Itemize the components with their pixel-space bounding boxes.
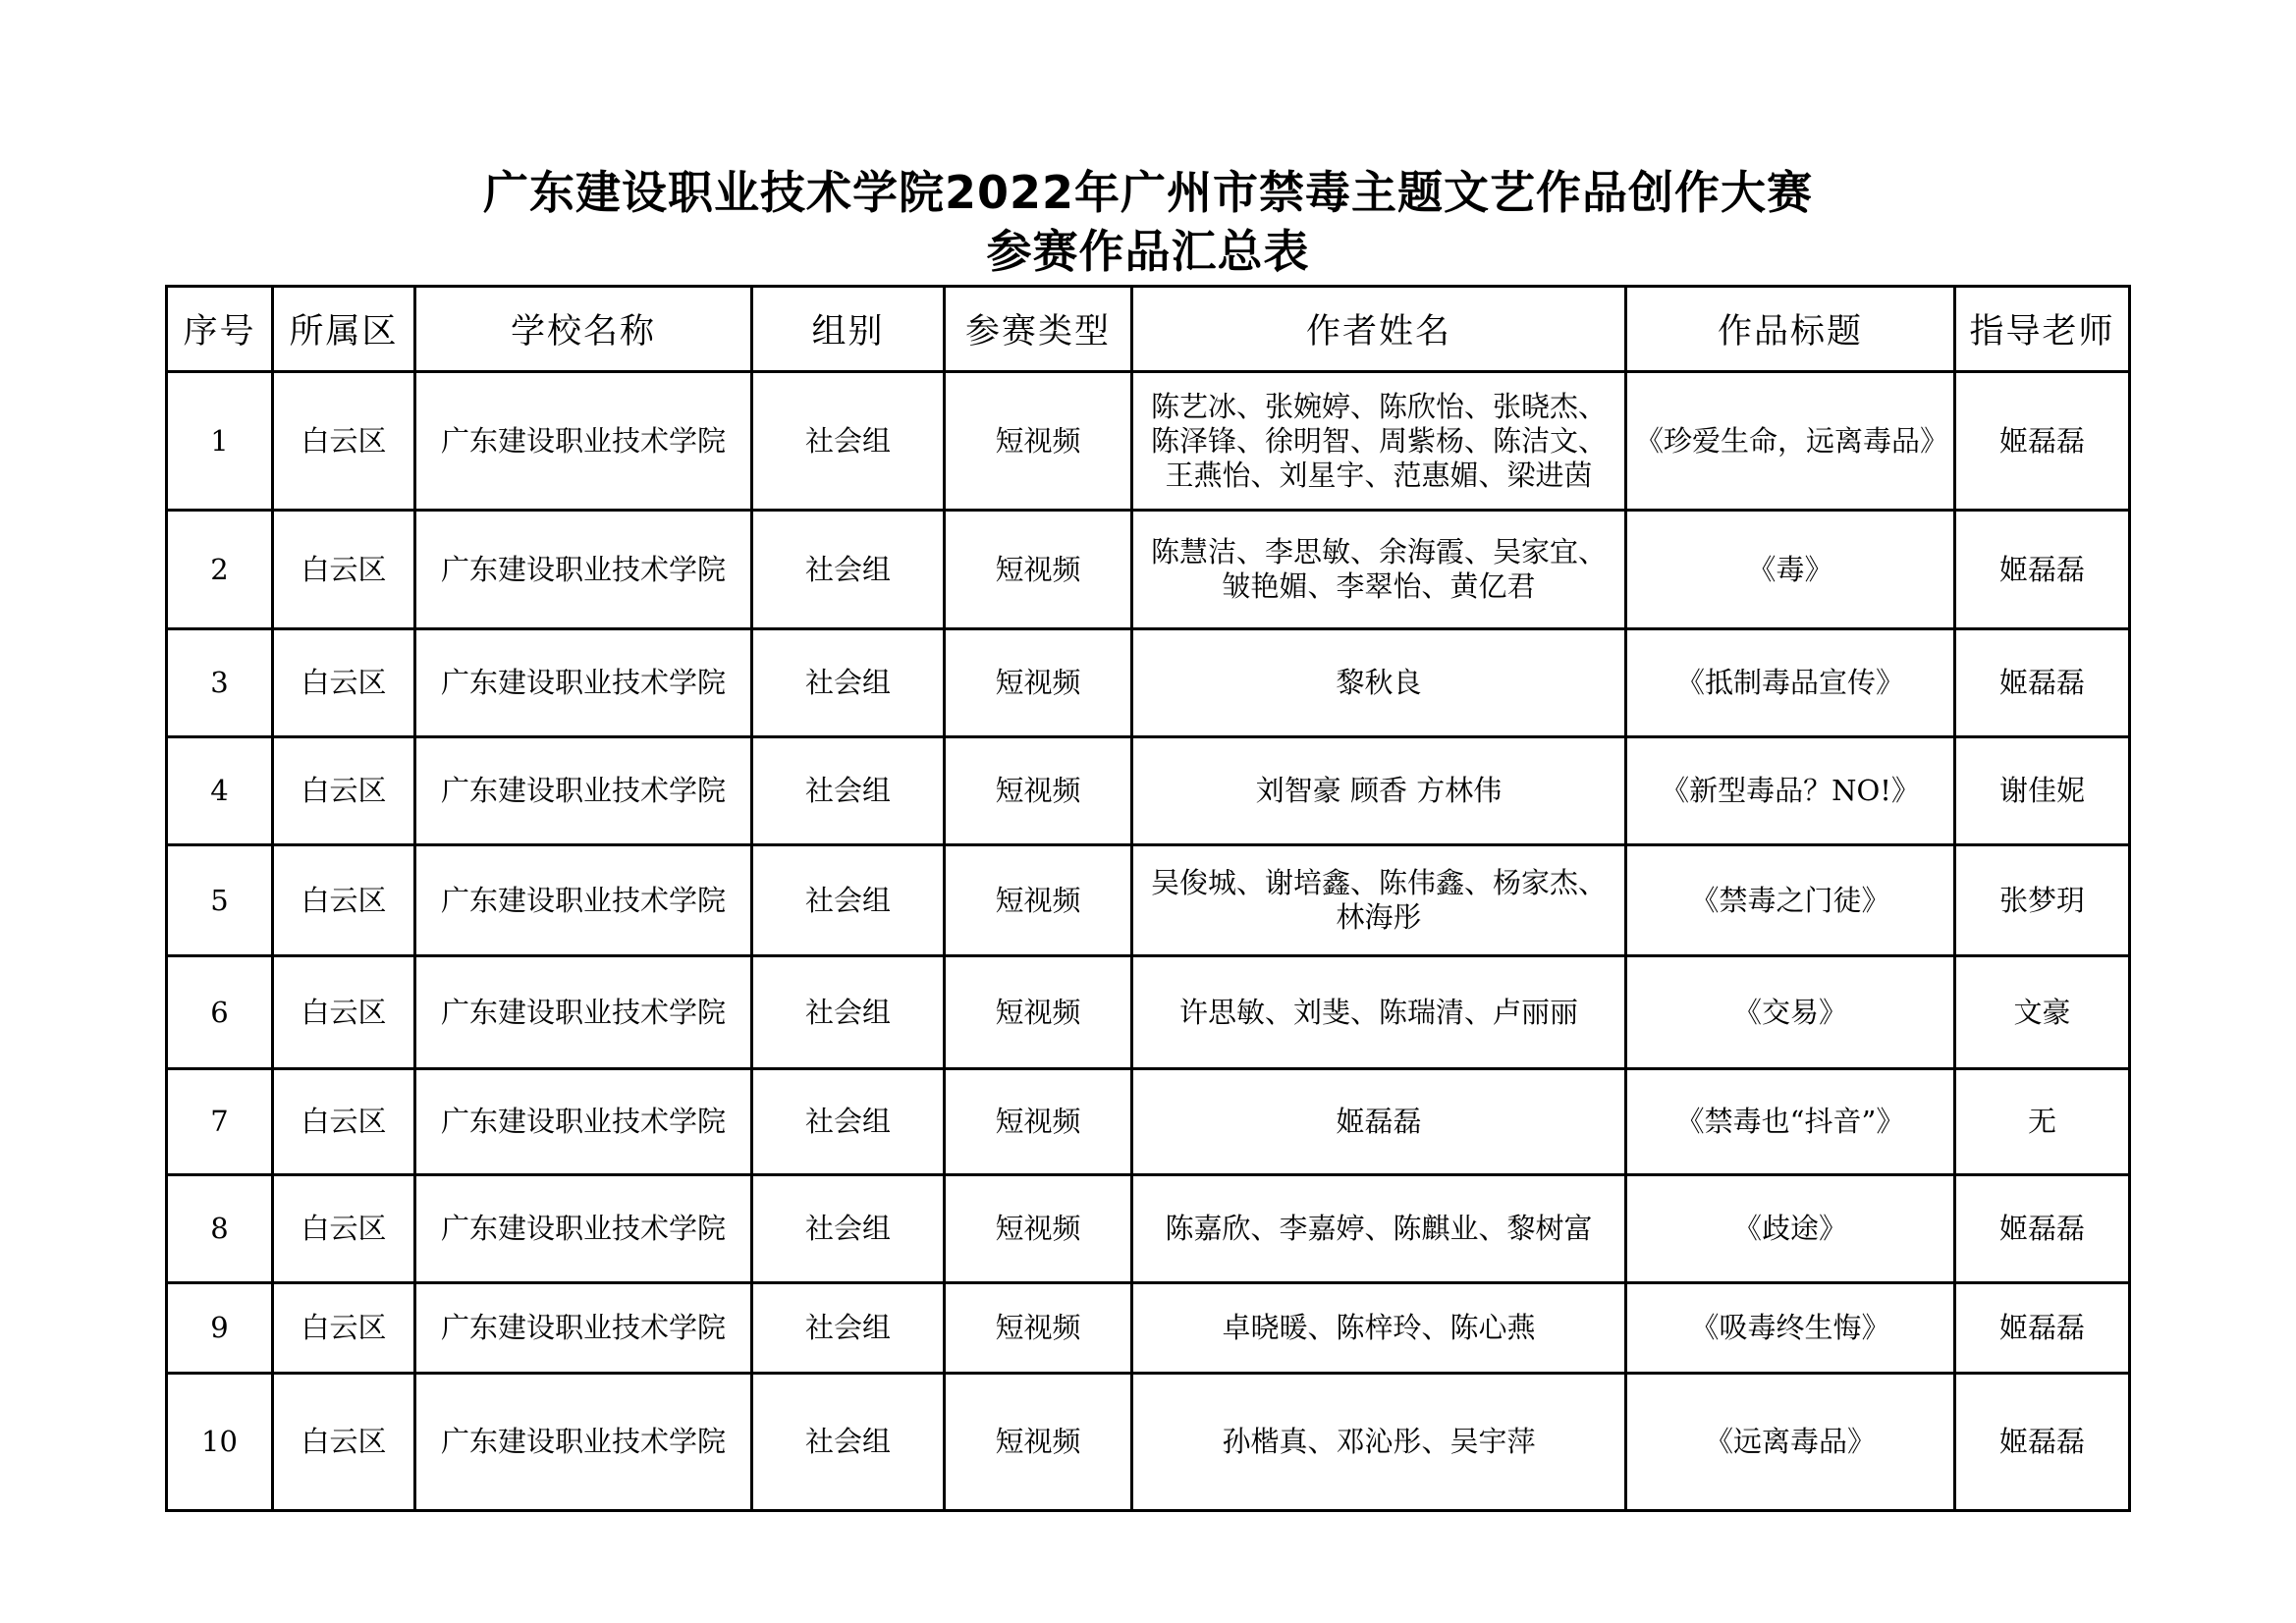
cell-work: 《禁毒也“抖音”》 (1626, 1069, 1955, 1175)
header-authors: 作者姓名 (1132, 287, 1626, 372)
cell-group: 社会组 (752, 1283, 945, 1374)
cell-district: 白云区 (273, 956, 415, 1069)
cell-school: 广东建设职业技术学院 (415, 372, 752, 511)
cell-no: 9 (167, 1283, 273, 1374)
table-row (167, 1175, 2130, 1283)
authors-text: 许思敏、刘斐、陈瑞清、卢丽丽 (1178, 995, 1578, 1029)
header-school: 学校名称 (415, 287, 752, 372)
header-district: 所属区 (273, 287, 415, 372)
cell-type: 短视频 (945, 1175, 1132, 1283)
cell-work: 《禁毒之门徒》 (1626, 845, 1955, 956)
cell-district: 白云区 (273, 845, 415, 956)
cell-type: 短视频 (945, 1069, 1132, 1175)
cell-group: 社会组 (752, 845, 945, 956)
cell-type: 短视频 (945, 1374, 1132, 1511)
cell-work: 《交易》 (1626, 956, 1955, 1069)
authors-text: 卓晓暖、陈梓玲、陈心燕 (1222, 1311, 1536, 1344)
cell-no: 6 (167, 956, 273, 1069)
cell-advisor: 文豪 (1955, 956, 2130, 1069)
cell-authors (1132, 1175, 1626, 1283)
cell-advisor: 无 (1955, 1069, 2130, 1175)
cell-type: 短视频 (945, 629, 1132, 737)
cell-group: 社会组 (752, 1175, 945, 1283)
cell-group: 社会组 (752, 1374, 945, 1511)
cell-school: 广东建设职业技术学院 (415, 737, 752, 845)
authors-text: 刘智豪 顾香 方林伟 (1255, 774, 1503, 807)
cell-school: 广东建设职业技术学院 (415, 1283, 752, 1374)
cell-work: 《抵制毒品宣传》 (1626, 629, 1955, 737)
entries-table (165, 285, 2131, 1512)
cell-group: 社会组 (752, 511, 945, 629)
table-header-row (167, 287, 2130, 372)
authors-text: 陈艺冰、张婉婷、陈欣怡、张晓杰、陈泽锋、徐明智、周紫杨、陈洁文、王燕怡、刘星宇、范惠媚、梁进茵 (1150, 389, 1607, 492)
cell-work: 《毒》 (1626, 511, 1955, 629)
cell-school: 广东建设职业技术学院 (415, 1175, 752, 1283)
cell-authors (1132, 845, 1626, 956)
cell-district: 白云区 (273, 1069, 415, 1175)
cell-type: 短视频 (945, 1283, 1132, 1374)
header-work: 作品标题 (1626, 287, 1955, 372)
cell-advisor: 姬磊磊 (1955, 1175, 2130, 1283)
cell-advisor: 姬磊磊 (1955, 1283, 2130, 1374)
cell-district: 白云区 (273, 1175, 415, 1283)
authors-text: 陈嘉欣、李嘉婷、陈麒业、黎树富 (1165, 1212, 1593, 1245)
table-row (167, 737, 2130, 845)
page-title: 广东建设职业技术学院2022年广州市禁毒主题文艺作品创作大赛 (482, 166, 1814, 219)
cell-work: 《吸毒终生悔》 (1626, 1283, 1955, 1374)
cell-group: 社会组 (752, 629, 945, 737)
table-row (167, 629, 2130, 737)
cell-group: 社会组 (752, 372, 945, 511)
cell-authors (1132, 372, 1626, 511)
cell-district: 白云区 (273, 629, 415, 737)
cell-no: 3 (167, 629, 273, 737)
page-subtitle: 参赛作品汇总表 (986, 225, 1310, 278)
cell-authors (1132, 1069, 1626, 1175)
cell-district: 白云区 (273, 1374, 415, 1511)
header-no: 序号 (167, 287, 273, 372)
cell-advisor: 姬磊磊 (1955, 372, 2130, 511)
table-row (167, 1283, 2130, 1374)
table-row (167, 845, 2130, 956)
cell-school: 广东建设职业技术学院 (415, 845, 752, 956)
header-advisor: 指导老师 (1955, 287, 2130, 372)
cell-group: 社会组 (752, 1069, 945, 1175)
cell-type: 短视频 (945, 511, 1132, 629)
authors-text: 黎秋良 (1336, 666, 1422, 699)
cell-authors (1132, 737, 1626, 845)
cell-school: 广东建设职业技术学院 (415, 629, 752, 737)
cell-no: 10 (167, 1374, 273, 1511)
authors-text: 姬磊磊 (1336, 1105, 1422, 1138)
cell-type: 短视频 (945, 845, 1132, 956)
cell-work: 《歧途》 (1626, 1175, 1955, 1283)
cell-type: 短视频 (945, 372, 1132, 511)
cell-no: 7 (167, 1069, 273, 1175)
cell-group: 社会组 (752, 737, 945, 845)
cell-school: 广东建设职业技术学院 (415, 1069, 752, 1175)
table-row (167, 1069, 2130, 1175)
cell-type: 短视频 (945, 956, 1132, 1069)
cell-district: 白云区 (273, 511, 415, 629)
table-row (167, 511, 2130, 629)
cell-work: 《新型毒品？NO!》 (1626, 737, 1955, 845)
table-row (167, 956, 2130, 1069)
cell-no: 4 (167, 737, 273, 845)
cell-district: 白云区 (273, 1283, 415, 1374)
cell-advisor: 姬磊磊 (1955, 511, 2130, 629)
cell-advisor: 张梦玥 (1955, 845, 2130, 956)
authors-text: 孙楷真、邓沁彤、吴宇萍 (1222, 1425, 1536, 1458)
cell-advisor: 姬磊磊 (1955, 629, 2130, 737)
cell-no: 2 (167, 511, 273, 629)
cell-work: 《珍爱生命，远离毒品》 (1626, 372, 1955, 511)
cell-authors (1132, 1283, 1626, 1374)
cell-no: 8 (167, 1175, 273, 1283)
cell-group: 社会组 (752, 956, 945, 1069)
cell-no: 5 (167, 845, 273, 956)
cell-type: 短视频 (945, 737, 1132, 845)
cell-no: 1 (167, 372, 273, 511)
cell-school: 广东建设职业技术学院 (415, 956, 752, 1069)
table-row (167, 1374, 2130, 1511)
cell-school: 广东建设职业技术学院 (415, 511, 752, 629)
cell-authors (1132, 629, 1626, 737)
cell-work: 《远离毒品》 (1626, 1374, 1955, 1511)
cell-district: 白云区 (273, 737, 415, 845)
cell-school: 广东建设职业技术学院 (415, 1374, 752, 1511)
cell-authors (1132, 511, 1626, 629)
table-row (167, 372, 2130, 511)
cell-authors (1132, 956, 1626, 1069)
cell-authors (1132, 1374, 1626, 1511)
authors-text: 吴俊城、谢培鑫、陈伟鑫、杨家杰、林海彤 (1150, 866, 1607, 934)
cell-advisor: 谢佳妮 (1955, 737, 2130, 845)
authors-text: 陈慧洁、李思敏、余海霞、吴家宜、皱艳媚、李翠怡、黄亿君 (1150, 535, 1607, 603)
header-type: 参赛类型 (945, 287, 1132, 372)
cell-district: 白云区 (273, 372, 415, 511)
header-group: 组别 (752, 287, 945, 372)
cell-advisor: 姬磊磊 (1955, 1374, 2130, 1511)
